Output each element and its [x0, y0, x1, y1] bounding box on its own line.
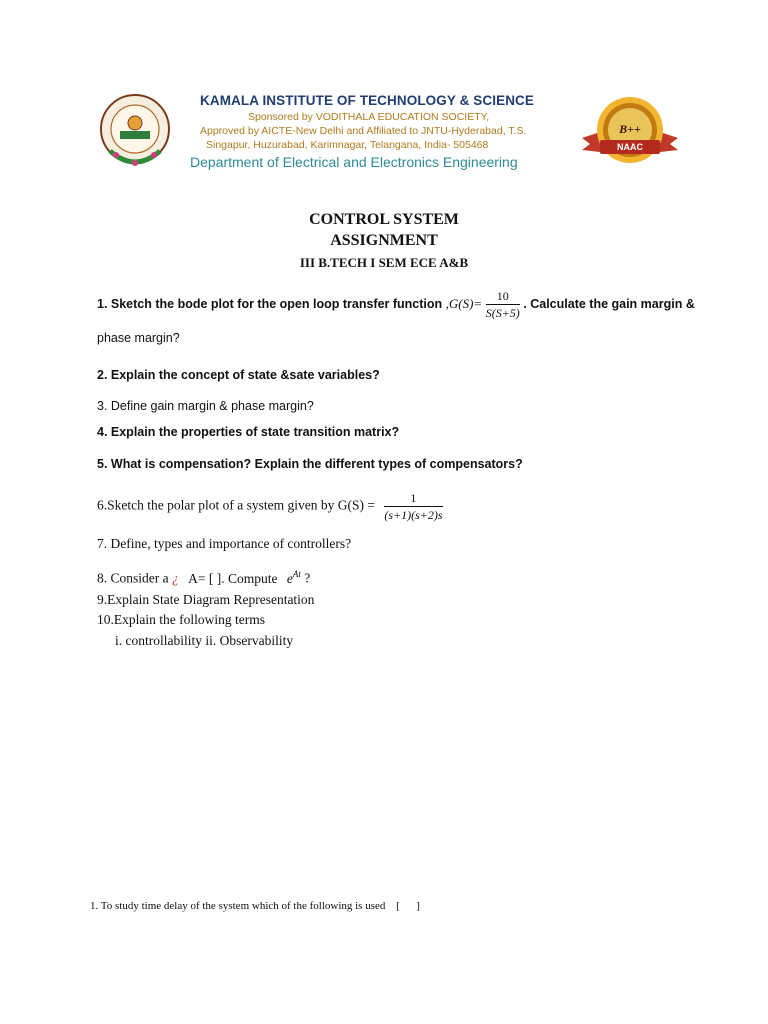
mcq-question-1 — [90, 900, 420, 912]
q8-suffix: ? — [304, 570, 311, 586]
q6-denominator: (s+1)(s+2)s — [384, 508, 443, 522]
title-line-1: CONTROL SYSTEM — [309, 211, 459, 228]
mcq-1-bracket: [ ] — [396, 900, 420, 912]
question-10: 10.Explain the following terms — [97, 612, 265, 627]
question-9: 9.Explain State Diagram Representation — [97, 592, 315, 607]
q8-exp-base: e — [286, 570, 293, 586]
question-10-items: i. controllability ii. Observability — [115, 633, 294, 648]
q8-middle: A= [ ]. Compute — [188, 570, 278, 586]
q6-fraction — [384, 492, 442, 521]
title-line-3: III B.TECH I SEM ECE A&B — [299, 255, 469, 270]
department-name: Department of Electrical and Electronics Engineering — [190, 154, 518, 170]
question-4: 4. Explain the properties of state transition matrix? — [97, 425, 400, 439]
q1-func-lhs: ,G(S)= — [445, 295, 483, 311]
naac-badge — [580, 94, 680, 168]
q6-numerator: 1 — [384, 492, 442, 507]
sponsor-line: Sponsored by VODITHALA EDUCATION SOCIETY, — [248, 111, 490, 123]
college-seal-logo — [94, 93, 176, 169]
q8-exp-sup: At — [292, 569, 301, 579]
question-1-continuation: phase margin? — [97, 331, 180, 345]
question-3: 3. Define gain margin & phase margin? — [97, 399, 314, 413]
naac-grade: B++ — [619, 122, 641, 136]
naac-label: NAAC — [617, 142, 643, 152]
q6-prefix: 6.Sketch the polar plot of a system given by G(S) = — [97, 497, 375, 513]
question-5: 5. What is compensation? Explain the different types of compensators? — [97, 457, 523, 471]
question-1 — [97, 290, 695, 319]
q8-prefix: 8. Consider a — [97, 570, 169, 586]
q1-fraction — [486, 290, 520, 319]
q8-glyph: ¿ — [172, 570, 179, 586]
question-7: 7. Define, types and importance of controllers? — [97, 536, 352, 551]
title-line-2: ASSIGNMENT — [330, 232, 438, 249]
question-8 — [97, 569, 310, 587]
q1-denominator: S(S+5) — [485, 306, 520, 320]
approval-line: Approved by AICTE-New Delhi and Affiliated to JNTU-Hyderabad, T.S. — [200, 125, 527, 137]
mcq-1-text: 1. To study time delay of the system which of the following is used — [90, 900, 386, 912]
institute-name: KAMALA INSTITUTE OF TECHNOLOGY & SCIENCE — [200, 93, 535, 108]
q1-numerator: 10 — [486, 290, 520, 305]
q1-prefix: 1. Sketch the bode plot for the open loop transfer function — [97, 296, 443, 311]
address-line: Singapur, Huzurabad, Karimnagar, Telangana, India- 505468 — [206, 139, 489, 151]
question-2: 2. Explain the concept of state &sate variables? — [97, 368, 380, 382]
question-6 — [97, 492, 443, 521]
q1-suffix: . Calculate the gain margin & — [523, 296, 695, 311]
